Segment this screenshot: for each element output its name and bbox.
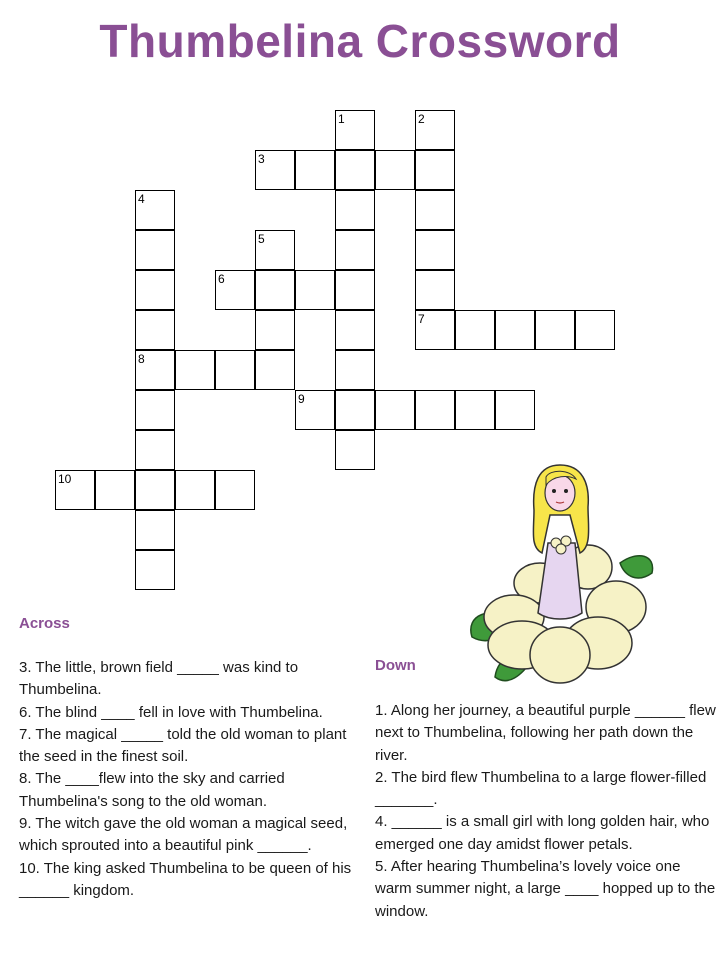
- across-clue: 9. The witch gave the old woman a magical seed, which sprouted into a beautiful pink ______.: [19, 815, 348, 855]
- across-clue: 6. The blind ____ fell in love with Thumbelina.: [19, 703, 323, 721]
- crossword-cell[interactable]: [415, 150, 455, 190]
- crossword-cell[interactable]: [415, 230, 455, 270]
- down-clue: 5. After hearing Thumbelina’s lovely voice one warm summer night, a large ____ hopped up to the window.: [375, 858, 716, 920]
- crossword-cell[interactable]: [135, 510, 175, 550]
- crossword-cell[interactable]: [295, 390, 335, 430]
- crossword-cell[interactable]: [255, 270, 295, 310]
- clue-number: 9: [298, 392, 305, 406]
- crossword-cell[interactable]: [135, 430, 175, 470]
- crossword-cell[interactable]: [575, 310, 615, 350]
- crossword-cell[interactable]: [135, 270, 175, 310]
- crossword-cell[interactable]: [255, 230, 295, 270]
- crossword-cell[interactable]: [215, 350, 255, 390]
- crossword-cell[interactable]: [375, 150, 415, 190]
- crossword-cell[interactable]: [335, 310, 375, 350]
- page-title: Thumbelina Crossword: [99, 15, 621, 67]
- crossword-cell[interactable]: [55, 470, 95, 510]
- crossword-cell[interactable]: [415, 390, 455, 430]
- crossword-cell[interactable]: [175, 350, 215, 390]
- across-clue: 8. The ____flew into the sky and carried Thumbelina's song to the old woman.: [19, 770, 285, 810]
- crossword-cell[interactable]: [335, 150, 375, 190]
- clue-number: 2: [418, 112, 425, 126]
- crossword-cell[interactable]: [135, 230, 175, 270]
- across-heading: Across: [19, 615, 70, 632]
- crossword-cell[interactable]: [335, 190, 375, 230]
- crossword-cell[interactable]: [495, 390, 535, 430]
- crossword-cell[interactable]: [135, 550, 175, 590]
- crossword-cell[interactable]: [255, 310, 295, 350]
- crossword-cell[interactable]: [215, 470, 255, 510]
- crossword-cell[interactable]: [455, 310, 495, 350]
- eye: [564, 489, 568, 493]
- across-clue: 10. The king asked Thumbelina to be queen of his ______ kingdom.: [19, 859, 352, 899]
- crossword-cell[interactable]: [335, 390, 375, 430]
- crossword-cell[interactable]: [175, 470, 215, 510]
- clue-number: 3: [258, 152, 265, 166]
- crossword-cell[interactable]: [415, 310, 455, 350]
- crossword-cell[interactable]: [335, 110, 375, 150]
- crossword-cell[interactable]: [535, 310, 575, 350]
- clue-number: 4: [138, 192, 145, 206]
- crossword-cell[interactable]: [335, 230, 375, 270]
- crossword-cell[interactable]: [135, 390, 175, 430]
- crossword-cell[interactable]: [335, 270, 375, 310]
- thumbelina-illustration: [460, 455, 660, 695]
- flower-petal: [530, 627, 590, 683]
- across-clue: 3. The little, brown field _____ was kind to Thumbelina.: [19, 659, 299, 699]
- crossword-cell[interactable]: [95, 470, 135, 510]
- clue-number: 6: [218, 272, 225, 286]
- crossword-cell[interactable]: [295, 150, 335, 190]
- clue-number: 5: [258, 232, 265, 246]
- crossword-cell[interactable]: [335, 350, 375, 390]
- flower-leaf: [620, 556, 653, 578]
- crossword-cell[interactable]: [215, 270, 255, 310]
- down-clue: 2. The bird flew Thumbelina to a large flower-filled _______.: [375, 768, 707, 809]
- crossword-cell[interactable]: [415, 110, 455, 150]
- crossword-cell[interactable]: [415, 190, 455, 230]
- down-heading: Down: [375, 657, 416, 674]
- crossword-cell[interactable]: [295, 270, 335, 310]
- clue-number: 8: [138, 352, 145, 366]
- crossword-cell[interactable]: [135, 350, 175, 390]
- crossword-cell[interactable]: [335, 430, 375, 470]
- crossword-cell[interactable]: [135, 190, 175, 230]
- across-clue-list: [19, 657, 359, 902]
- crossword-cell[interactable]: [255, 350, 295, 390]
- crossword-cell[interactable]: [375, 390, 415, 430]
- crossword-cell[interactable]: [495, 310, 535, 350]
- clue-number: 7: [418, 312, 425, 326]
- bouquet-flower: [556, 544, 566, 554]
- crossword-cell[interactable]: [135, 310, 175, 350]
- crossword-cell[interactable]: [255, 150, 295, 190]
- crossword-cell[interactable]: [135, 470, 175, 510]
- down-clue: 4. ______ is a small girl with long golden hair, who emerged one day amidst flower petals.: [375, 813, 710, 853]
- clue-number: 1: [338, 112, 345, 126]
- eye: [552, 489, 556, 493]
- crossword-cell[interactable]: [455, 390, 495, 430]
- across-clue: 7. The magical _____ told the old woman to plant the seed in the finest soil.: [19, 725, 347, 766]
- clue-number: 10: [58, 472, 72, 486]
- down-clue: 1. Along her journey, a beautiful purple ______ flew next to Thumbelina, following her path down the river.: [375, 702, 716, 764]
- crossword-cell[interactable]: [415, 270, 455, 310]
- down-clue-list: [375, 700, 720, 923]
